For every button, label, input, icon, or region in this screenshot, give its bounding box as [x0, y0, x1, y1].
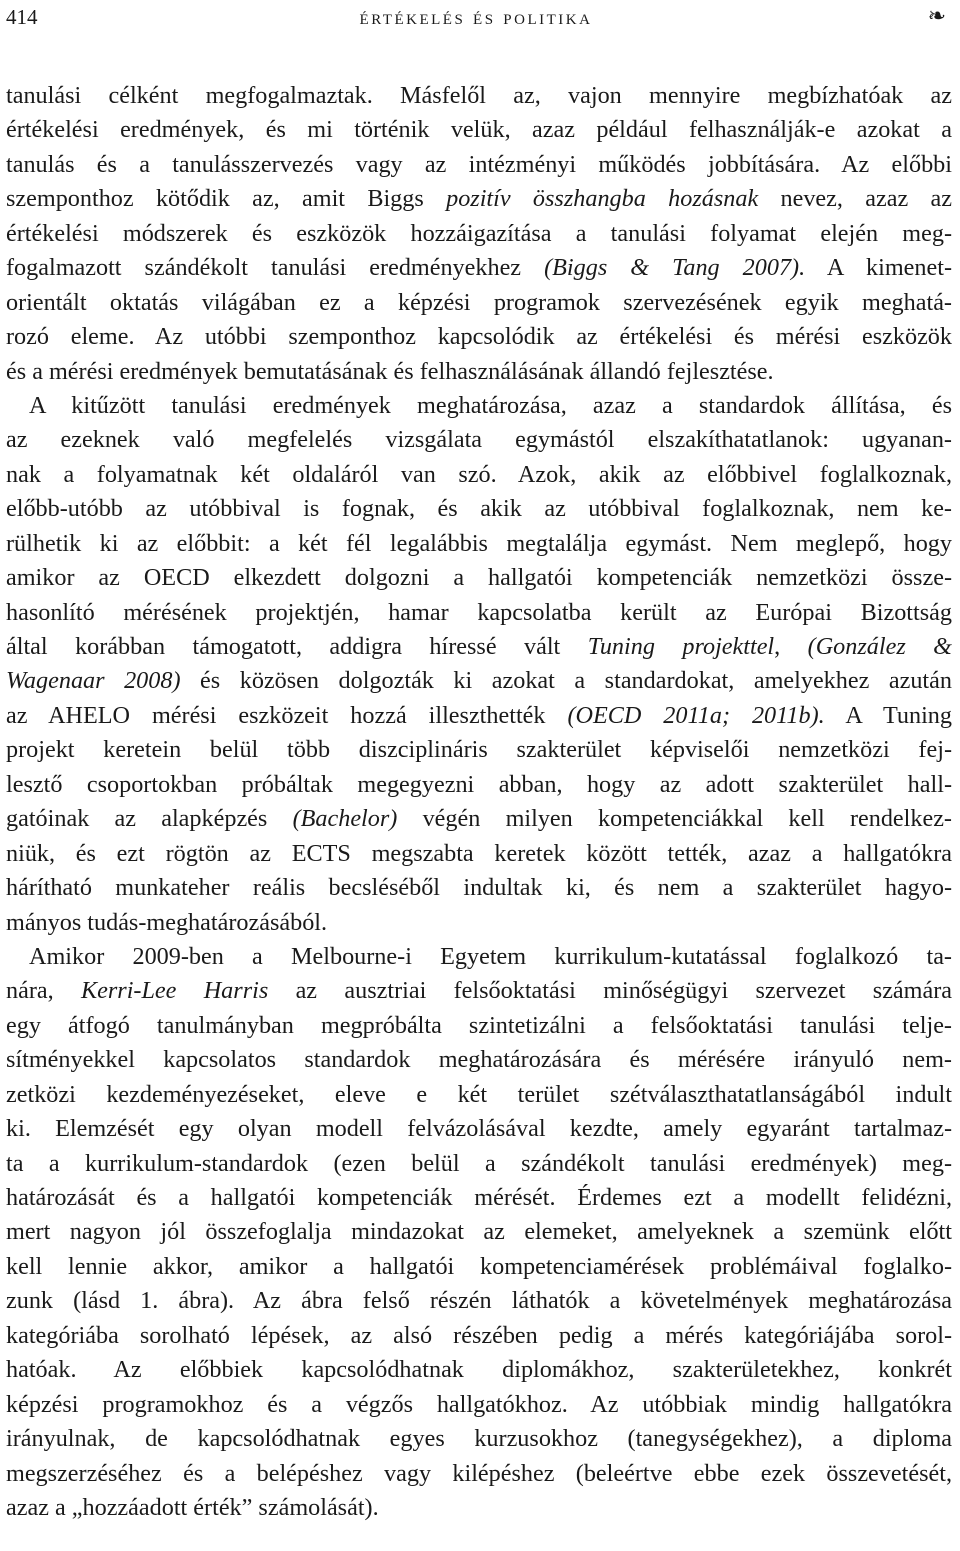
italic-text: Kerri-Lee Harris: [81, 977, 269, 1005]
text-run: kell lennie akkor, amikor a hallgatói kompetenciamérések problémáival foglalko-: [6, 1252, 952, 1280]
text-run: fogalmazott szándékolt tanulási eredményekhez: [6, 254, 545, 282]
text-run: mányos tudás-meghatározásából.: [6, 908, 328, 936]
text-run: A kimenet-: [805, 254, 953, 282]
text-line: [6, 217, 952, 251]
text-run: szemponthoz kötődik az, amit Biggs: [6, 185, 447, 213]
text-run: által korábban támogatott, addigra híressé vált: [6, 633, 588, 660]
italic-text: pozitív összhangba hozásnak: [446, 185, 759, 213]
italic-text: Wagenaar 2008): [6, 667, 181, 695]
text-run: tanulás és a tanulásszervezés vagy az intézményi működés jobbítására. Az előbbi: [6, 150, 952, 178]
text-run: zetközi kezdeményezéseket, eleve e két terület szétválaszthatatlanságából indult: [6, 1080, 952, 1108]
text-line: [6, 664, 952, 698]
text-run: A kitűzött tanulási eredmények meghatározása, azaz a standardok állítása, és: [29, 391, 952, 419]
text-line: [6, 561, 952, 595]
text-run: orientált oktatás világában ez a képzési programok szervezésének egyik meghatá-: [6, 288, 952, 316]
text-line: [6, 1353, 952, 1387]
text-line: [6, 596, 952, 630]
text-run: és közösen dolgozták ki azokat a standardokat, amelyekhez azután: [180, 667, 952, 695]
section-title: értékelés és politika: [359, 5, 593, 29]
text-line: [6, 1491, 952, 1525]
text-line: [6, 492, 952, 526]
text-run: az ezeknek való megfelelés vizsgálata egymástól elszakíthatatlanok: ugyanan-: [6, 426, 952, 454]
text-line: [6, 251, 952, 285]
text-run: mert nagyon jól összefoglalja mindazokat az elemeket, amelyeknek a szemünk előtt: [6, 1218, 952, 1246]
text-line: [6, 768, 952, 802]
text-line: [6, 1043, 952, 1077]
text-run: projekt keretein belül több diszciplináris szakterület képviselői nemzetközi fej-: [6, 736, 952, 764]
text-line: [6, 871, 952, 905]
text-line: [6, 733, 952, 767]
text-run: rozó eleme. Az utóbbi szemponthoz kapcsolódik az értékelési és mérési eszközök: [6, 323, 952, 351]
text-run: tanulási célként megfogalmaztak. Másfelől az, vajon mennyire megbízhatóak az: [6, 82, 952, 109]
text-run: hárítható munkateher reális becsléséből indultak ki, és nem a szakterület hagyo-: [6, 874, 952, 902]
text-line: [6, 286, 952, 320]
text-line: [6, 1112, 952, 1146]
text-line: [6, 1388, 952, 1422]
text-line: [6, 458, 952, 492]
text-line: [6, 1284, 952, 1318]
fleuron-icon: ❧: [927, 3, 946, 28]
text-run: sítményekkel kapcsolatos standardok meghatározására és mérésére irányuló nem-: [6, 1046, 952, 1074]
text-line: [6, 802, 952, 836]
text-run: az ausztriai felsőoktatási minőségügyi szervezet számára: [268, 977, 953, 1005]
text-run: ta a kurrikulum-standardok (ezen belül a szándékolt tanulási eredmények) meg-: [6, 1149, 952, 1177]
text-line: [6, 699, 952, 733]
text-run: határozását és a hallgatói kompetenciák mérését. Érdemes ezt a modellt felidézni,: [6, 1184, 952, 1211]
text-run: A Tuning: [824, 701, 952, 729]
text-line: [6, 906, 952, 940]
text-run: azaz a „hozzáadott érték” számolását).: [6, 1493, 379, 1521]
italic-text: (González &: [807, 633, 952, 660]
text-run: nára,: [6, 977, 81, 1005]
text-line: [6, 389, 952, 423]
running-head: [6, 2, 946, 32]
text-run: egy átfogó tanulmányban megpróbálta szintetizálni a felsőoktatási tanulási telje-: [6, 1011, 952, 1039]
text-line: [6, 1215, 952, 1249]
text-line: [6, 1147, 952, 1181]
text-run: értékelési módszerek és eszközök hozzáigazítása a tanulási folyamat elején meg-: [6, 219, 952, 247]
text-run: az AHELO mérési eszközeit hozzá illeszthették: [6, 701, 568, 729]
text-line: [6, 355, 952, 389]
text-line: [6, 630, 952, 664]
text-run: nevez, azaz az: [758, 185, 953, 213]
italic-text: (Bachelor): [292, 805, 398, 833]
text-line: [6, 1181, 952, 1215]
text-line: [6, 527, 952, 561]
italic-text: (Biggs & Tang 2007).: [544, 254, 806, 282]
text-run: hatóak. Az előbbiek kapcsolódhatnak diplomákhoz, szakterületekhez, konkrét: [6, 1356, 952, 1384]
text-run: és a mérési eredmények bemutatásának és felhasználásának állandó fejlesztése.: [6, 357, 774, 385]
text-run: ,: [774, 633, 808, 660]
text-line: [6, 423, 952, 457]
text-run: rülhetik ki az előbbit: a két fél legalábbis megtalálja egymást. Nem meglepő, hogy: [6, 529, 952, 557]
text-run: előbb-utóbb az utóbbival is fognak, és akik az utóbbival foglalkoznak, nem ke-: [6, 495, 952, 523]
text-run: kategóriába sorolható lépések, az alsó részében pedig a mérés kategóriájába sorol-: [6, 1321, 952, 1349]
text-line: [6, 1422, 952, 1456]
text-line: [6, 1319, 952, 1353]
text-line: [6, 182, 952, 216]
text-line: [6, 940, 952, 974]
text-line: [6, 113, 952, 147]
text-run: amikor az OECD elkezdett dolgozni a hallgatói kompetenciák nemzetközi össze-: [6, 564, 952, 592]
text-run: hasonlító mérésének projektjén, hamar kapcsolatba került az Európai Bizottság: [6, 598, 952, 626]
text-line: [6, 1009, 952, 1043]
text-run: niük, és ezt rögtön az ECTS megszabta keretek között tették, azaz a hallgatókra: [6, 839, 952, 867]
italic-text: (OECD 2011a; 2011b).: [567, 701, 825, 729]
text-run: lesztő csoportokban próbáltak megegyezni abban, hogy az adott szakterület hall-: [6, 770, 952, 798]
text-line: [6, 1457, 952, 1491]
text-run: értékelési eredmények, és mi történik velük, azaz például felhasználják-e azokat a: [6, 116, 952, 144]
text-line: [6, 837, 952, 871]
text-line: [6, 148, 952, 182]
text-run: irányulnak, de kapcsolódhatnak egyes kurzusokhoz (tanegységekhez), a diploma: [6, 1425, 952, 1453]
text-line: [6, 1250, 952, 1284]
text-run: Amikor 2009-ben a Melbourne-i Egyetem kurrikulum-kutatással foglalkozó ta-: [29, 942, 952, 970]
text-line: [6, 1078, 952, 1112]
page-number: 414: [6, 5, 38, 29]
italic-text: Tuning projekttel: [587, 633, 775, 660]
text-line: [6, 320, 952, 354]
text-run: végén milyen kompetenciákkal kell rendelkez-: [397, 805, 952, 833]
text-run: zunk (lásd 1. ábra). Az ábra felső részén láthatók a követelmények meghatározása: [6, 1287, 952, 1315]
text-run: ki. Elemzését egy olyan modell felvázolásával kezdte, amely egyaránt tartalmaz-: [6, 1115, 952, 1143]
text-run: nak a folyamatnak két oldaláról van szó. Azok, akik az előbbivel foglalkoznak,: [6, 460, 952, 488]
text-line: [6, 79, 952, 113]
text-line: [6, 974, 952, 1008]
text-run: gatóinak az alapképzés: [6, 805, 293, 833]
text-run: képzési programokhoz és a végzős hallgatókhoz. Az utóbbiak mindig hallgatókra: [6, 1390, 952, 1418]
body-text: [6, 79, 952, 1525]
text-run: megszerzéséhez és a belépéshez vagy kilépéshez (beleértve ebbe ezek összevetését,: [6, 1459, 952, 1487]
